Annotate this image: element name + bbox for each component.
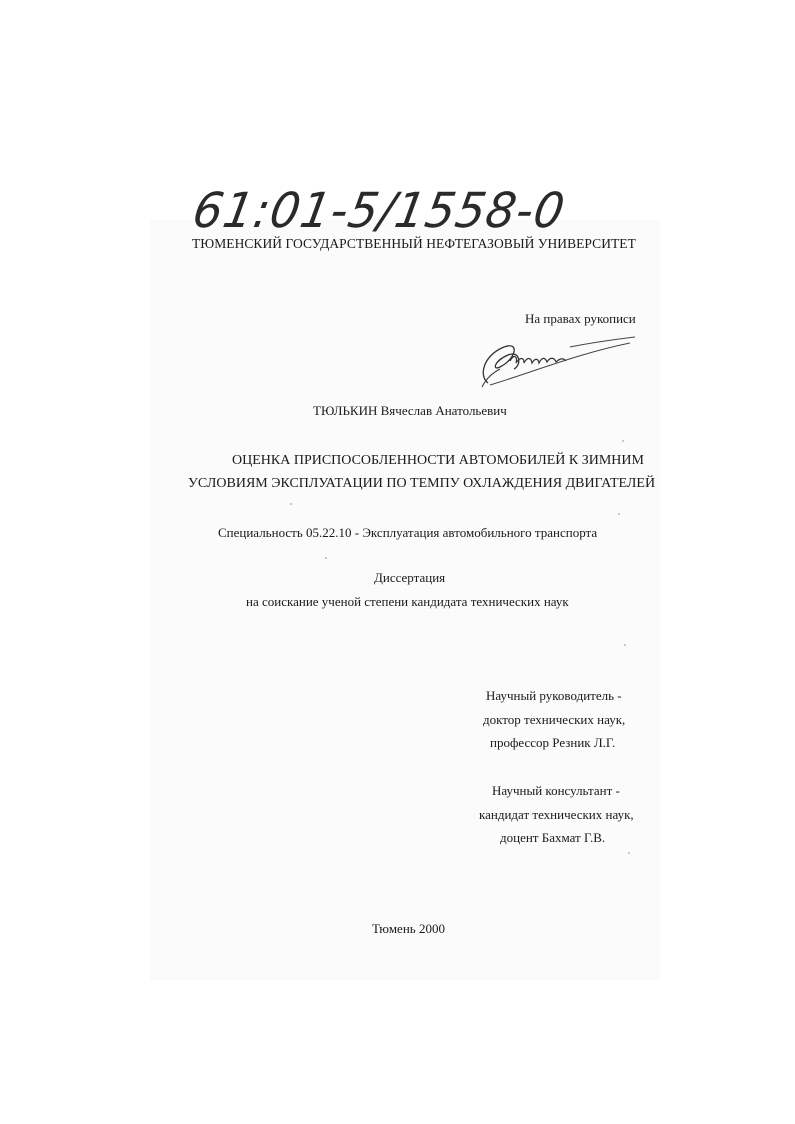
- scan-speck: [290, 503, 292, 505]
- consultant-role: Научный консультант -: [492, 783, 620, 798]
- specialty: Специальность 05.22.10 - Эксплуатация автомобильного транспорта: [218, 525, 598, 540]
- supervisor-role: Научный руководитель -: [486, 688, 622, 703]
- scan-speck: [628, 852, 630, 854]
- signature-icon: [470, 325, 640, 395]
- degree-purpose: на соискание ученой степени кандидата технических наук: [246, 594, 569, 609]
- scan-speck: [618, 513, 620, 515]
- author-name: ТЮЛЬКИН Вячеслав Анатольевич: [313, 403, 507, 418]
- university-name: ТЮМЕНСКИЙ ГОСУДАРСТВЕННЫЙ НЕФТЕГАЗОВЫЙ УНИВЕРСИТЕТ: [192, 236, 636, 251]
- supervisor-name: профессор Резник Л.Г.: [490, 735, 616, 750]
- dissertation-title-line-1: ОЦЕНКА ПРИСПОСОБЛЕННОСТИ АВТОМОБИЛЕЙ К ЗИМНИМ: [232, 453, 644, 468]
- scan-speck: [325, 557, 327, 559]
- city-year: Тюмень 2000: [372, 921, 445, 936]
- rights-note: На правах рукописи: [525, 311, 636, 326]
- consultant-degree: кандидат технических наук,: [479, 807, 634, 822]
- handwritten-inventory-number: 61:01-5/1558-0: [188, 181, 570, 239]
- supervisor-degree: доктор технических наук,: [483, 712, 626, 727]
- scan-speck: [624, 644, 626, 646]
- dissertation-title-line-2: УСЛОВИЯМ ЭКСПЛУАТАЦИИ ПО ТЕМПУ ОХЛАЖДЕНИЯ ДВИГАТЕЛЕЙ: [188, 476, 656, 491]
- consultant-name: доцент Бахмат Г.В.: [500, 830, 606, 845]
- scan-speck: [622, 440, 624, 442]
- dissertation-label: Диссертация: [374, 570, 446, 585]
